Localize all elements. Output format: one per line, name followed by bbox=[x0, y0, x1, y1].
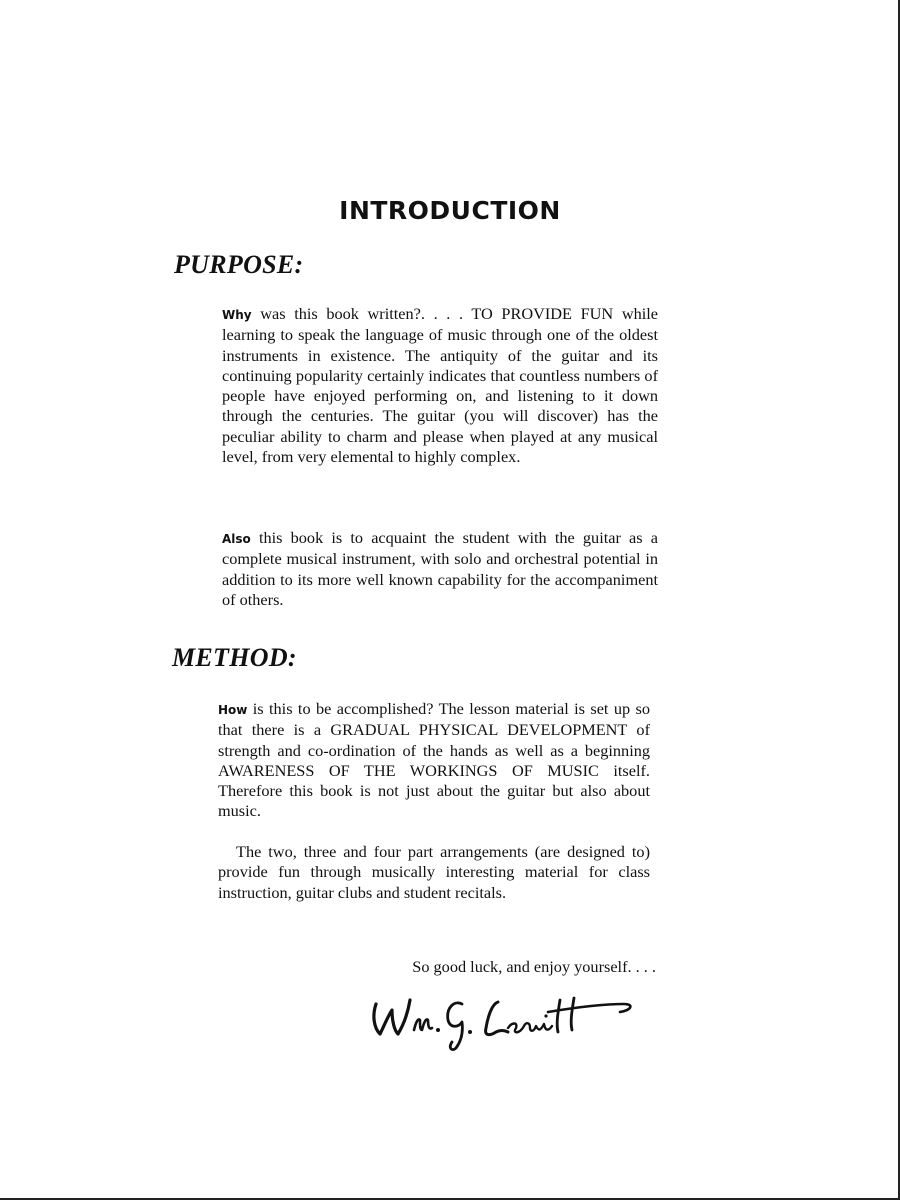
paragraph-text: was this book written?. . . . TO PROVIDE FUN while learning to speak the language of music through one of the oldest instruments in existence. The antiquity of the guitar and its continuing popularity certainly indicates that countless numbers of people have enjoyed performing on, and listening to it down through the centuries. The guitar (you will discover) has the peculiar ability to charm and please when played at any musical level, from very elemental to highly complex. bbox=[222, 304, 658, 467]
purpose-paragraph-2 bbox=[222, 528, 658, 610]
paragraph-lead-word: Why bbox=[222, 308, 252, 322]
method-paragraph-2 bbox=[218, 842, 650, 903]
method-heading: METHOD: bbox=[172, 643, 297, 672]
paragraph-text: The two, three and four part arrangements (are designed to) provide fun through musically interesting material for class instruction, guitar clubs and student recitals. bbox=[218, 842, 650, 902]
purpose-paragraph-1 bbox=[222, 304, 658, 467]
page-title: INTRODUCTION bbox=[339, 196, 561, 225]
paragraph-lead-word: Also bbox=[222, 532, 251, 546]
signature-image bbox=[362, 982, 640, 1054]
handwritten-signature bbox=[362, 982, 640, 1054]
closing-line: So good luck, and enjoy yourself. . . . bbox=[412, 957, 656, 976]
paragraph-lead-word: How bbox=[218, 703, 248, 717]
paragraph-text: this book is to acquaint the student with the guitar as a complete musical instrument, with solo and orchestral potential in addition to its more well known capability for the accompaniment of others. bbox=[222, 528, 658, 609]
purpose-heading: PURPOSE: bbox=[174, 250, 304, 279]
method-paragraph-1 bbox=[218, 699, 650, 822]
paragraph-text: is this to be accomplished? The lesson material is set up so that there is a GRADUAL PHYSICAL DEVELOPMENT of strength and co-ordination of the hands as well as a beginning AWARENESS OF THE WORKINGS OF MUSIC itself. Therefore this book is not just about the guitar but also about music. bbox=[218, 699, 650, 821]
